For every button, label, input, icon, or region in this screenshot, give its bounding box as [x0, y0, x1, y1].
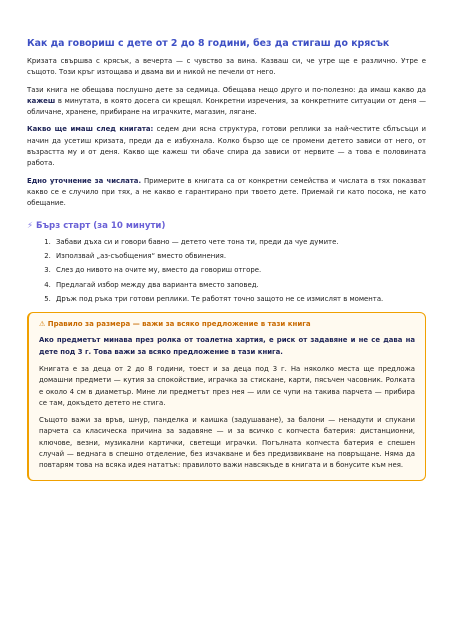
intro-paragraph-1: Кризата свършва с крясък, а вечерта — с чувство за вина. Казваш си, че утре ще е различно. Утре е същото. Този кръг изтощава и двама ви и никой не печели от него.: [27, 57, 426, 77]
what-you-get-text: седем дни ясна структура, готови реплики за най-честите сблъсъци и начин да усетиш кризата, преди да е избухнала. Колко бързо ще се промени детето зависи от него, от възрастта му и от деня. Какво ще кажеш ти обаче спира да зависи от нервите — а това е половината работа.: [27, 125, 427, 168]
numbers-note-label: Едно уточнение за числата.: [27, 176, 142, 185]
list-item: 2. Използвай „аз-съобщения“ вместо обвинения.: [53, 251, 426, 261]
callout-lead: Ако предметът минава през ролка от тоалетна хартия, е риск от задавяне и не се дава на дете под 3 г. Това важи за всяко предложение в тази книга.: [39, 336, 415, 356]
document-title: Как да говориш с дете от 2 до 8 години, без да стигаш до крясък: [27, 38, 390, 49]
document-page: [27, 38, 426, 481]
list-item: 5. Дръж под ръка три готови реплики. Те работят точно защото не се измислят в момента.: [53, 294, 426, 304]
quickstart-list: [27, 237, 426, 305]
callout-paragraph-2: Същото важи за връв, шнур, панделка и каишка (задушаване), за балони — ненадути и спукани парчета са класическа причина за задавяне — и за всичко с копчеста батерия: дистанционни, ключове, везни, музикални картички, светещи играчки. Погълната копчеста батерия е спешен случай — веднага в спешно отделение, без изчакване и без предизвикване на повръщане. Няма да повтарям това на всяка идея нататък: правилото важи навсякъде в книгата и в бонусите към нея.: [39, 416, 415, 470]
intro-paragraph-2: [27, 85, 426, 119]
numbers-note-text: Примерите в книгата са от конкретни семейства и числата в тях показват какво се е случило при тях, а не какво е гарантирано при твоето дете. Приемай ги като посока, не като обещание.: [27, 176, 426, 208]
callout-paragraph-1: Книгата е за деца от 2 до 8 години, тоест и за деца под 3 г. На няколко места ще предложа домашни предмети — кутия за спокойствие, играчка за стискане, карти, пясъчен часовник. Ролката е около 4 см в диаметър. Мине ли предметът през нея — или се чупи на такива парчета — прибира се там, докъдето детето не стига.: [39, 364, 415, 407]
warning-icon: ⚠: [39, 320, 46, 329]
what-you-get-label: Какво ще имаш след книгата:: [27, 125, 154, 134]
list-item: 4. Предлагай избор между два варианта вместо заповед.: [53, 280, 426, 290]
list-item: 1. Забави дъха си и говори бавно — детето чете тона ти, преди да чуе думите.: [53, 237, 426, 247]
intro-text-a: Тази книга не обещава послушно дете за седмица. Обещава нещо друго и по-полезно: да имаш какво да: [27, 85, 426, 94]
quickstart-heading: [27, 220, 426, 232]
size-rule-callout: [27, 312, 426, 480]
intro-text-b: в минутата, в която досега си крещял. Конкретни изречения, за конкретните ситуации от деня — обличане, хранене, прибиране на играчките, магазин, лягане.: [27, 96, 426, 117]
callout-heading: [39, 319, 415, 329]
emphasis-kazhesh: кажеш: [27, 96, 56, 105]
quickstart-title: Бърз старт (за 10 минути): [36, 220, 166, 231]
callout-title: Правило за размера — важи за всяко предложение в тази книга: [47, 320, 311, 329]
numbers-note-paragraph: [27, 176, 426, 210]
lightning-icon: ⚡: [27, 220, 34, 231]
list-item: 3. Слез до нивото на очите му, вместо да говориш отгоре.: [53, 265, 426, 275]
what-you-get-paragraph: [27, 124, 426, 169]
